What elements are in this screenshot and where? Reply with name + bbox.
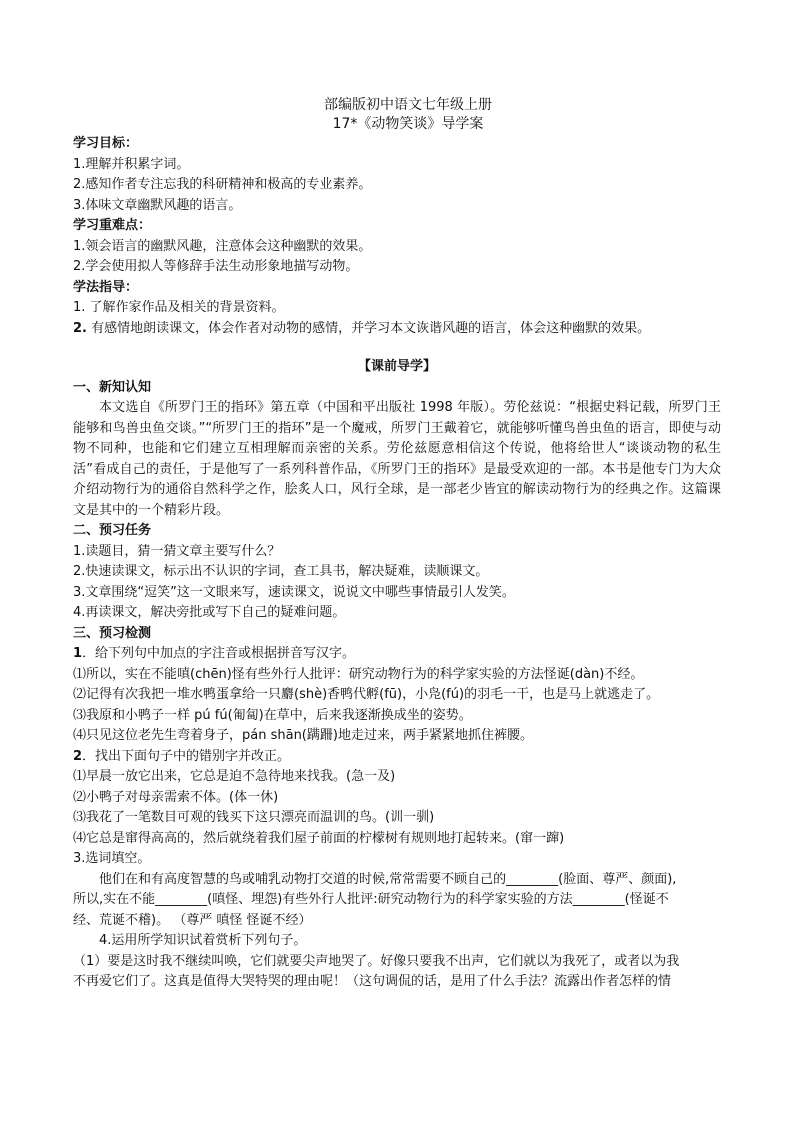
question-4-line: （1）要是这时我不继续叫唤，它们就要尖声地哭了。好像只要我不出声，它们就以为我死了，或者以为我 [73, 953, 680, 969]
question-1-item: ⑷只见这位老先生弯着身子，pán shān(蹒跚)地走过来，两手紧紧地抓住裤腰。 [73, 728, 533, 743]
goals-heading: 学习目标： [73, 136, 139, 151]
question-1-item: ⑴所以，实在不能嗔(chēn)怪有些外行人批评：研究动物行为的科学家实验的方法怪诞(dàn)不经。 [73, 666, 644, 682]
question-2-item: ⑷它总是窜得高高的，然后就绕着我们屋子前面的柠檬树有规则地打起转来。(窜一蹿) [73, 830, 565, 846]
part1-paragraph: 本文选自《所罗门王的指环》第五章（中国和平出版社 1998 年版）。劳伦兹说：“根据史料记载，所罗门王能够和鸟兽虫鱼交谈。”“所罗门王的指环”是一个魔戒，所罗门王戴着它，就能够听懂鸟兽虫鱼的语言，即使与动物不同种，也能和它们建立互相理解而亲密的关系。劳伦兹愿意相信这个传说，他将给世人“谈谈动物的私生活”看成自己的责任，于是他写了一系列科普作品，《所罗门王的指环》是最受欢迎的一部。本书是他专门为大众介绍动物行为的通俗自然科学之作，脍炙人口，风行全球，是一部老少皆宜的解读动物行为的经典之作。这篇课文是其中的一个精彩片段。 [73, 400, 721, 518]
question-3: 3.选词填空。 [73, 851, 151, 866]
document-page [73, 96, 721, 993]
goal-item: 2.感知作者专注忘我的科研精神和极高的专业素养。 [73, 177, 372, 192]
question-1-item: ⑶我原和小鸭子一样 pú fú(匍匐)在草中，后来我逐渐换成坐的姿势。 [73, 707, 472, 723]
key-item: 2.学会使用拟人等修辞手法生动形象地描写动物。 [73, 259, 359, 274]
method-item-text: 有感情地朗读课文，体会作者对动物的感情，并学习本文诙谐风趣的语言，体会这种幽默的效果。 [91, 320, 651, 336]
part3-heading: 三、预习检测 [73, 625, 152, 641]
question-2 [73, 747, 721, 768]
part1-heading: 一、新知认知 [73, 379, 152, 395]
part2-heading: 二、预习任务 [73, 523, 152, 538]
task-item: 4.再读课文，解决旁批或写下自己的疑难问题。 [73, 605, 346, 620]
question-2-number: 2 [73, 748, 83, 764]
question-3-line: 经、荒诞不稽)。 （尊严 嗔怪 怪诞不经） [73, 912, 312, 928]
method-heading: 学法指导： [73, 279, 139, 295]
task-item: 1.读题目，猜一猜文章主要写什么？ [73, 543, 281, 559]
question-3-line: 他们在和有高度智慧的鸟或哺乳动物打交道的时候,常常需要不顾自己的________(脸面、尊严、颜面), [99, 871, 677, 887]
question-2-item: ⑵小鸭子对母亲需索不体。(体一休) [73, 789, 279, 805]
method-item-number: 2. [73, 320, 87, 336]
question-2-item: ⑴早晨一放它出来，它总是迫不急待地来找我。(急一及) [73, 769, 396, 784]
task-item: 2.快速读课文，标示出不认识的字词，查工具书，解决疑难，读顺课文。 [73, 564, 489, 579]
question-2-item: ⑶我花了一笔数目可观的钱买下这只漂亮而温训的鸟。(训一驯) [73, 810, 435, 825]
question-3-line: 所以,实在不能________(嗔怪、埋怨)有些外行人批评:研究动物行为的科学家实验的方法________(怪诞不 [73, 892, 669, 907]
method-item [73, 319, 721, 340]
doc-subtitle: 17*《动物笑谈》导学案 [332, 116, 484, 132]
goal-item: 3.体味文章幽默风趣的语言。 [73, 197, 242, 213]
question-2-text: ．找出下面句子中的错别字并改正。 [82, 748, 291, 764]
section-heading: 【课前导学】 [357, 359, 436, 374]
question-4: 4.运用所学知识试着赏析下列句子。 [99, 933, 307, 948]
question-1-text: ．给下列句中加点的字注音或根据拼音写汉字。 [82, 646, 356, 661]
doc-title: 部编版初中语文七年级上册 [324, 97, 492, 113]
key-heading: 学习重难点： [73, 218, 152, 233]
question-4-line: 不再爱它们了。这真是值得大哭特哭的理由呢！（这句调侃的话，是用了什么手法？流露出作者怎样的情 [73, 974, 672, 989]
method-item: 1. 了解作家作品及相关的背景资料。 [73, 300, 285, 315]
key-item: 1.领会语言的幽默风趣，注意体会这种幽默的效果。 [73, 238, 372, 254]
task-item: 3.文章围绕“逗笑”这一文眼来写，速读课文，说说文中哪些事情最引人发笑。 [73, 584, 515, 600]
question-1-number: 1 [73, 646, 83, 661]
goal-item: 1.理解并积累字词。 [73, 156, 190, 172]
question-1 [73, 644, 721, 665]
question-1-item: ⑵记得有次我把一堆水鸭蛋拿给一只麝(shè)香鸭代孵(fū)，小凫(fú)的羽毛一干，也是马上就逃走了。 [73, 687, 660, 702]
